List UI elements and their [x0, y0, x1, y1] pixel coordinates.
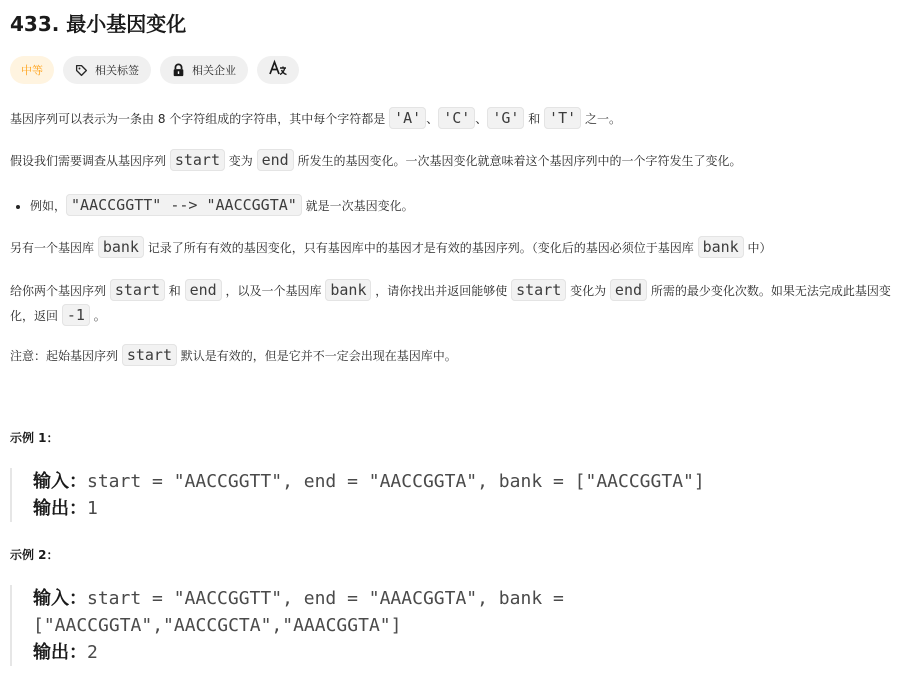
- example-2-input-line: [33, 585, 870, 612]
- example-2-input-continuation: ["AACCGGTA","AACCGCTA","AAACGGTA"]: [33, 615, 402, 636]
- tag-icon: [75, 64, 88, 77]
- example-bullet-list: [10, 192, 414, 219]
- note-paragraph: [10, 343, 892, 368]
- text: 、: [426, 112, 439, 126]
- inline-code: 'A': [389, 107, 426, 129]
- text: 给你两个基因序列: [10, 284, 110, 298]
- description-paragraph-3: [10, 235, 892, 260]
- text: 假设我们需要调查从基因序列: [10, 154, 170, 168]
- text: 例如，: [30, 199, 67, 213]
- text: 之一。: [581, 112, 621, 126]
- text: 和: [164, 284, 185, 298]
- text: 所需的最少变化次数。如果无法完成此基因变化，返回: [10, 284, 891, 323]
- inline-code: "AACCGGTT" --> "AACCGGTA": [66, 194, 302, 216]
- output-label: 输出：: [33, 642, 87, 663]
- text: ，以及一个基因库: [221, 284, 326, 298]
- inline-code: bank: [325, 279, 371, 301]
- inline-code: 'C': [438, 107, 475, 129]
- input-value: start = "AACCGGTT", end = "AAACGGTA", bank =: [87, 588, 564, 609]
- input-label: 输入：: [33, 471, 87, 492]
- lock-icon: [172, 63, 185, 77]
- problem-title: 433. 最小基因变化: [10, 12, 187, 36]
- description-paragraph-1: [10, 106, 892, 131]
- text: 和: [524, 112, 545, 126]
- inline-code: bank: [98, 236, 144, 258]
- related-tags-button[interactable]: [63, 56, 151, 84]
- related-tags-label: 相关标签: [95, 64, 139, 77]
- text: 基因序列可以表示为一条由 8 个字符组成的字符串，其中每个字符都是: [10, 112, 390, 126]
- related-companies-label: 相关企业: [192, 64, 236, 77]
- tag-bar: [10, 56, 299, 84]
- example-2-block: [10, 585, 870, 666]
- difficulty-badge[interactable]: 中等: [10, 56, 54, 84]
- inline-code: start: [110, 279, 165, 301]
- inline-code: start: [511, 279, 566, 301]
- example-1-input-line: [33, 468, 870, 495]
- text: 就是一次基因变化。: [301, 199, 414, 213]
- inline-code: end: [185, 279, 222, 301]
- text: 记录了所有有效的基因变化，只有基因库中的基因才是有效的基因序列。（变化后的基因必须位于基因库: [143, 241, 698, 255]
- list-item: [30, 192, 414, 219]
- text: 变为: [224, 154, 257, 168]
- text: 所发生的基因变化。一次基因变化就意味着这个基因序列中的一个字符发生了变化。: [293, 154, 742, 168]
- inline-code: end: [610, 279, 647, 301]
- inline-code: 'G': [487, 107, 524, 129]
- text: 、: [475, 112, 488, 126]
- inline-code: -1: [62, 304, 90, 326]
- inline-code: 'T': [544, 107, 581, 129]
- inline-code: bank: [698, 236, 744, 258]
- output-value: 2: [87, 642, 98, 663]
- inline-code: start: [170, 149, 225, 171]
- text: ，请你找出并返回能够使: [371, 284, 512, 298]
- inline-code: start: [122, 344, 177, 366]
- output-label: 输出：: [33, 498, 87, 519]
- description-paragraph-4: [10, 278, 892, 328]
- text: 。: [89, 309, 106, 323]
- description-paragraph-2: [10, 148, 892, 173]
- input-label: 输入：: [33, 588, 87, 609]
- translate-button[interactable]: [257, 56, 299, 84]
- text: 注意：起始基因序列: [10, 349, 122, 363]
- translate-icon: [268, 59, 288, 81]
- example-1-heading: 示例 1：: [10, 431, 59, 445]
- text: 变化为: [566, 284, 610, 298]
- input-value: start = "AACCGGTT", end = "AACCGGTA", bank = ["AACCGGTA"]: [87, 471, 705, 492]
- related-companies-button[interactable]: [160, 56, 248, 84]
- example-1-block: [10, 468, 870, 522]
- text: 中）: [743, 241, 772, 255]
- example-2-output-line: [33, 639, 870, 666]
- example-2-heading: 示例 2：: [10, 548, 59, 562]
- example-1-output-line: [33, 495, 870, 522]
- text: 默认是有效的，但是它并不一定会出现在基因库中。: [176, 349, 457, 363]
- output-value: 1: [87, 498, 98, 519]
- inline-code: end: [257, 149, 294, 171]
- text: 另有一个基因库: [10, 241, 98, 255]
